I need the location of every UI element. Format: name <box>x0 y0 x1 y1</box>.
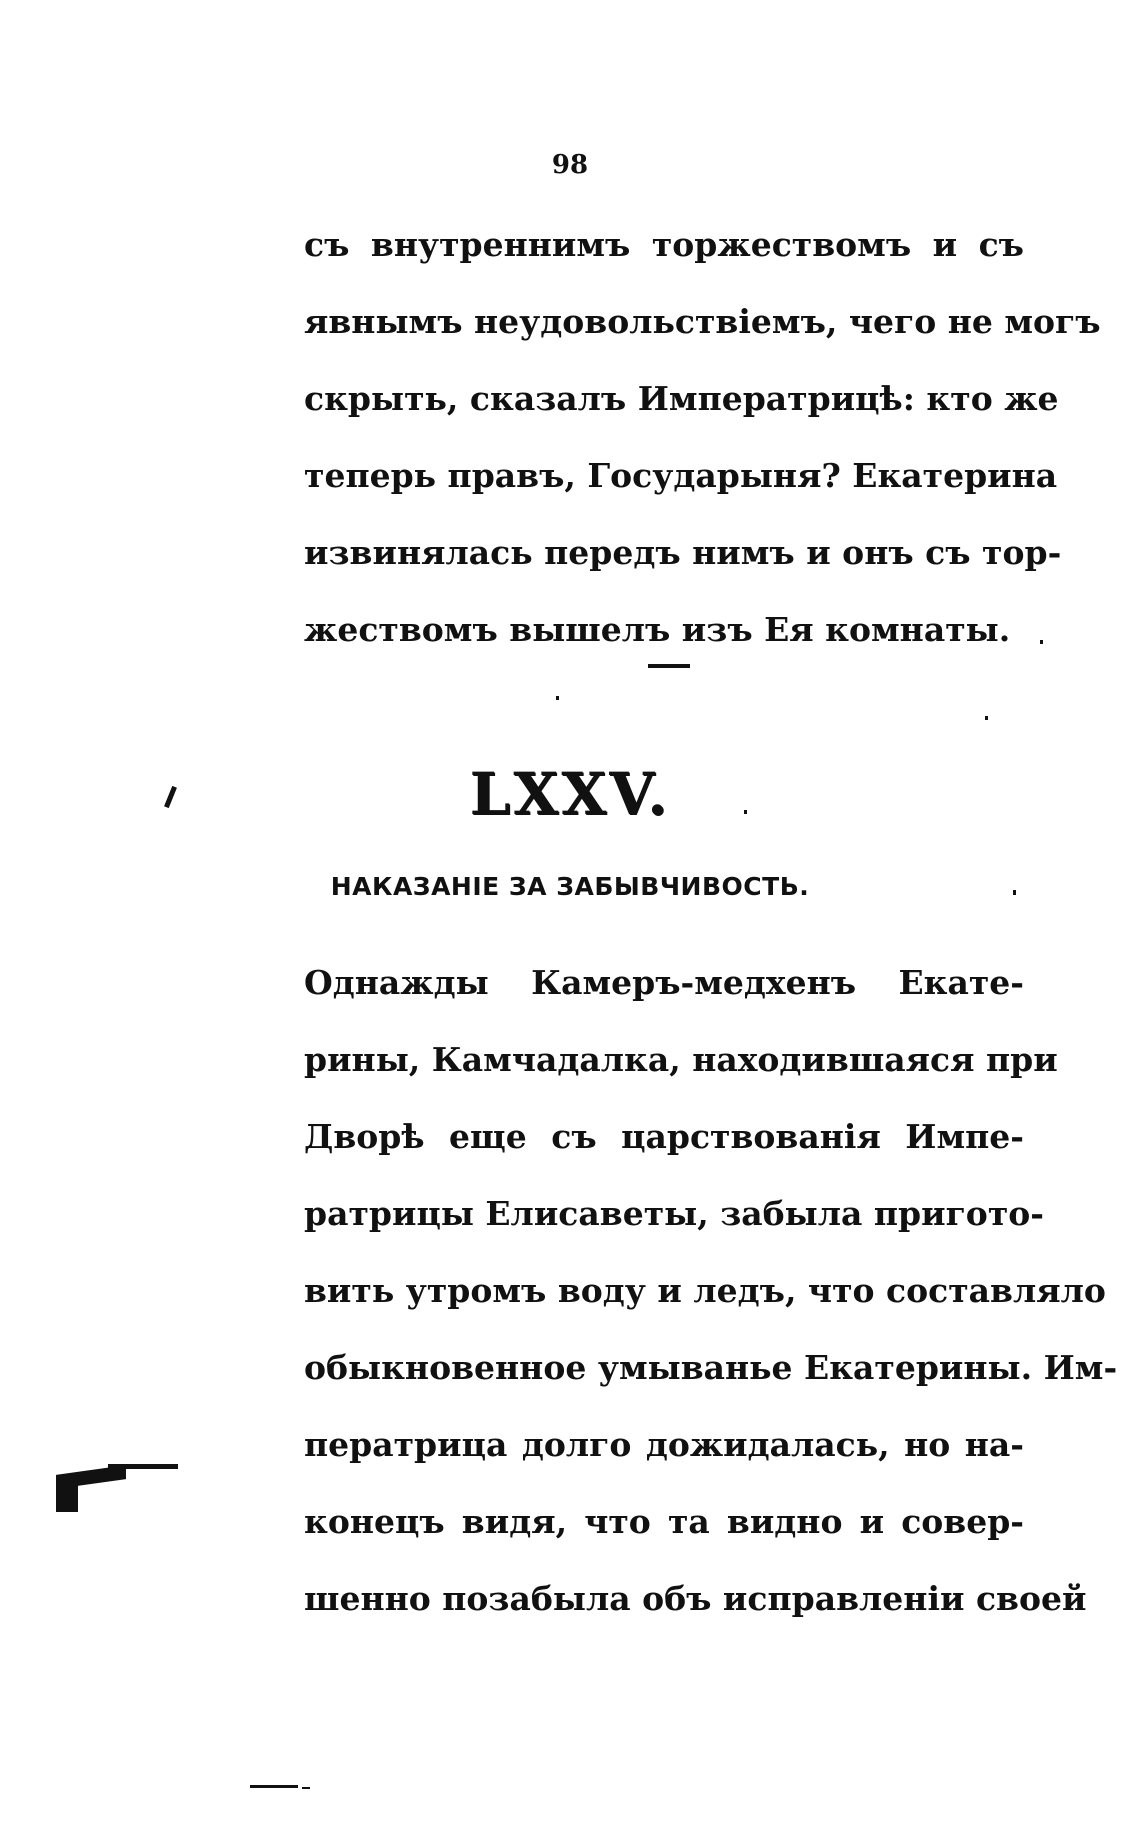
scan-mark-right <box>1013 890 1016 895</box>
text-line: ратрицы Елисаветы, забыла пригото- <box>304 1194 1044 1233</box>
scan-mark-right <box>985 716 988 720</box>
text-line: шенно позабыла объ исправленіи своей <box>304 1579 1087 1618</box>
text-line: рины, Камчадалка, находившаяся при <box>304 1040 1058 1079</box>
text-line: теперь правъ, Государыня? Екатерина <box>304 456 1058 495</box>
section-divider <box>648 664 690 668</box>
text-line: конецъ видя, что та видно и совер- <box>304 1502 1024 1541</box>
chapter-body-text <box>304 944 1118 1637</box>
text-line: Дворѣ еще съ царствованія Импе- <box>304 1117 1024 1156</box>
chapter-number: LXXV. <box>469 760 671 828</box>
text-line: Однажды Камеръ-медхенъ Екате- <box>304 963 1024 1002</box>
text-line: съ внутреннимъ торжествомъ и съ <box>304 225 1024 264</box>
text-line: явнымъ неудовольствіемъ, чего не могъ <box>304 302 1101 341</box>
page-number: 98 <box>551 150 589 180</box>
text-line: жествомъ вышелъ изъ Ея комнаты. <box>304 610 1011 649</box>
scan-blot-left <box>108 1464 178 1469</box>
text-line: вить утромъ воду и ледъ, что составляло <box>304 1271 1106 1310</box>
scan-mark-bottom <box>302 1787 310 1789</box>
scan-mark-center <box>744 810 747 814</box>
scan-mark-right <box>1040 640 1043 644</box>
previous-section-text <box>304 206 1101 668</box>
scan-mark-center <box>556 696 559 700</box>
text-line: извинялась передъ нимъ и онъ съ тор- <box>304 533 1062 572</box>
text-line: ператрица долго дожидалась, но на- <box>304 1425 1024 1464</box>
text-line: скрыть, сказалъ Императрицѣ: кто же <box>304 379 1059 418</box>
scan-mark-bottom <box>250 1785 298 1788</box>
text-line: обыкновенное умыванье Екатерины. Им- <box>304 1348 1118 1387</box>
chapter-title: НАКАЗАНІЕ ЗА ЗАБЫВЧИВОСТЬ. <box>330 872 810 901</box>
